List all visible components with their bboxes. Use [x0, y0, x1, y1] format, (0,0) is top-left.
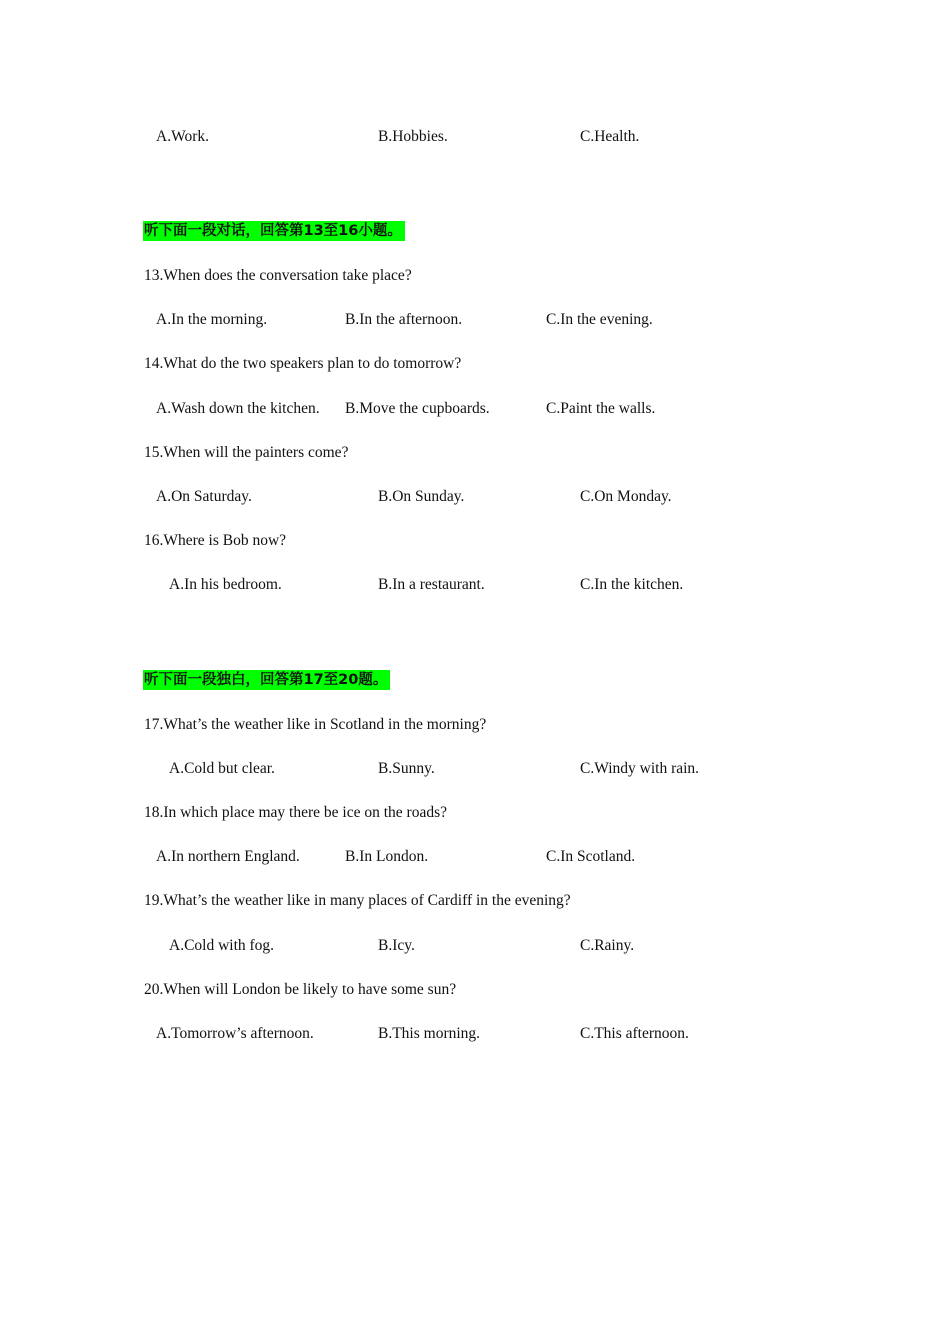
question-20-option-a: A.Tomorrow’s afternoon. [156, 1025, 314, 1042]
question-15-option-b: B.On Sunday. [378, 488, 465, 505]
question-14-option-a: A.Wash down the kitchen. [156, 400, 320, 417]
question-19-option-a: A.Cold with fog. [169, 937, 275, 954]
q12-option-c: C.Health. [580, 128, 640, 145]
q12-option-b: B.Hobbies. [378, 128, 448, 145]
question-17-option-a: A.Cold but clear. [169, 760, 275, 777]
question-18-option-c: C.In Scotland. [546, 848, 636, 865]
question-15-stem: 15.When will the painters come? [144, 444, 349, 461]
question-15-option-c: C.On Monday. [580, 488, 672, 505]
question-18-option-b: B.In London. [345, 848, 429, 865]
question-13-option-a: A.In the morning. [156, 311, 268, 328]
question-16-option-c: C.In the kitchen. [580, 576, 684, 593]
question-13-stem: 13.When does the conversation take place? [144, 267, 412, 284]
question-13-option-b: B.In the afternoon. [345, 311, 463, 328]
question-20-stem: 20.When will London be likely to have some sun? [144, 981, 457, 998]
question-19-option-b: B.Icy. [378, 937, 415, 954]
question-16-option-a: A.In his bedroom. [169, 576, 282, 593]
question-14-stem: 14.What do the two speakers plan to do tomorrow? [144, 355, 462, 372]
question-20-option-c: C.This afternoon. [580, 1025, 689, 1042]
question-14-option-c: C.Paint the walls. [546, 400, 656, 417]
question-14-option-b: B.Move the cupboards. [345, 400, 490, 417]
question-17-stem: 17.What’s the weather like in Scotland in the morning? [144, 716, 487, 733]
question-15-option-a: A.On Saturday. [156, 488, 252, 505]
question-16-stem: 16.Where is Bob now? [144, 532, 287, 549]
question-16-option-b: B.In a restaurant. [378, 576, 485, 593]
section-heading-dialogue: 听下面一段对话，回答第13至16小题。 [143, 221, 405, 241]
q12-option-a: A.Work. [156, 128, 209, 145]
question-20-option-b: B.This morning. [378, 1025, 481, 1042]
question-17-option-b: B.Sunny. [378, 760, 435, 777]
question-13-option-c: C.In the evening. [546, 311, 653, 328]
question-19-stem: 19.What’s the weather like in many places of Cardiff in the evening? [144, 892, 571, 909]
section-heading-monologue: 听下面一段独白，回答第17至20题。 [143, 670, 390, 690]
question-17-option-c: C.Windy with rain. [580, 760, 700, 777]
question-18-stem: 18.In which place may there be ice on the roads? [144, 804, 447, 821]
question-19-option-c: C.Rainy. [580, 937, 635, 954]
question-18-option-a: A.In northern England. [156, 848, 300, 865]
